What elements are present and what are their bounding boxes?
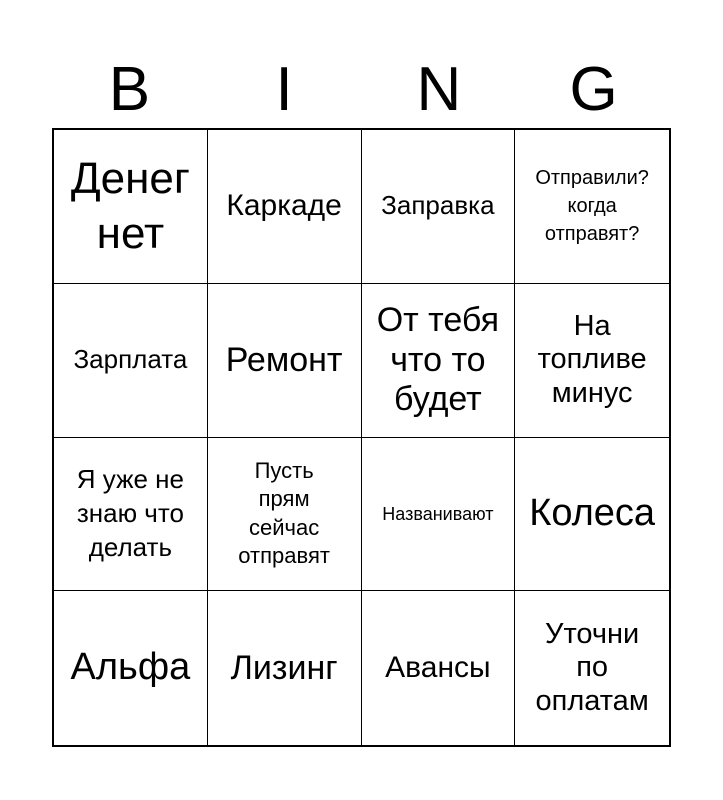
bingo-cell-text: Колеса (529, 492, 656, 535)
bingo-cell-text: Зарплата (73, 344, 188, 375)
bingo-cell[interactable] (515, 438, 669, 592)
header-letter-g: G (569, 55, 618, 124)
bingo-cell-text: На топливе минус (537, 310, 647, 409)
bingo-cell-text: Заправка (381, 190, 495, 221)
bingo-cell[interactable] (208, 130, 362, 284)
bingo-cell-text: Названивают (382, 503, 494, 524)
bingo-cell-text: Отправили? когда отправят? (535, 167, 649, 246)
header-letter-n: N (416, 55, 462, 124)
bingo-cell-text: Альфа (70, 646, 191, 689)
bingo-cell-text: Пусть прям сейчас отправят (238, 457, 330, 569)
bingo-cell-text: От тебя что то будет (376, 301, 500, 418)
bingo-cell[interactable] (362, 284, 516, 438)
bingo-cell-text: Авансы (385, 650, 491, 684)
bingo-cell[interactable] (54, 284, 208, 438)
bingo-cell-text: Каркаде (226, 189, 342, 223)
bingo-cell[interactable] (515, 130, 669, 284)
bingo-cell-text: Я уже не знаю что делать (76, 464, 184, 562)
bingo-cell[interactable] (515, 591, 669, 745)
bingo-cell[interactable] (362, 591, 516, 745)
bingo-cell[interactable] (54, 438, 208, 592)
bingo-cell[interactable] (54, 591, 208, 745)
bingo-cell[interactable] (208, 284, 362, 438)
bingo-cell[interactable] (362, 130, 516, 284)
bingo-cell[interactable] (362, 438, 516, 592)
bingo-cell-text: Ремонт (225, 340, 343, 379)
bingo-board (52, 128, 671, 747)
bingo-cell-text: Лизинг (230, 648, 338, 687)
bingo-cell[interactable] (208, 438, 362, 592)
bingo-header (52, 52, 671, 128)
bingo-cell-text: Уточни по оплатам (535, 618, 649, 717)
bingo-cell[interactable] (515, 284, 669, 438)
bingo-cell-text: Денег нет (70, 154, 190, 259)
header-letter-i: I (275, 55, 293, 124)
bingo-cell[interactable] (208, 591, 362, 745)
bingo-cell[interactable] (54, 130, 208, 284)
header-letter-b: B (108, 55, 151, 124)
